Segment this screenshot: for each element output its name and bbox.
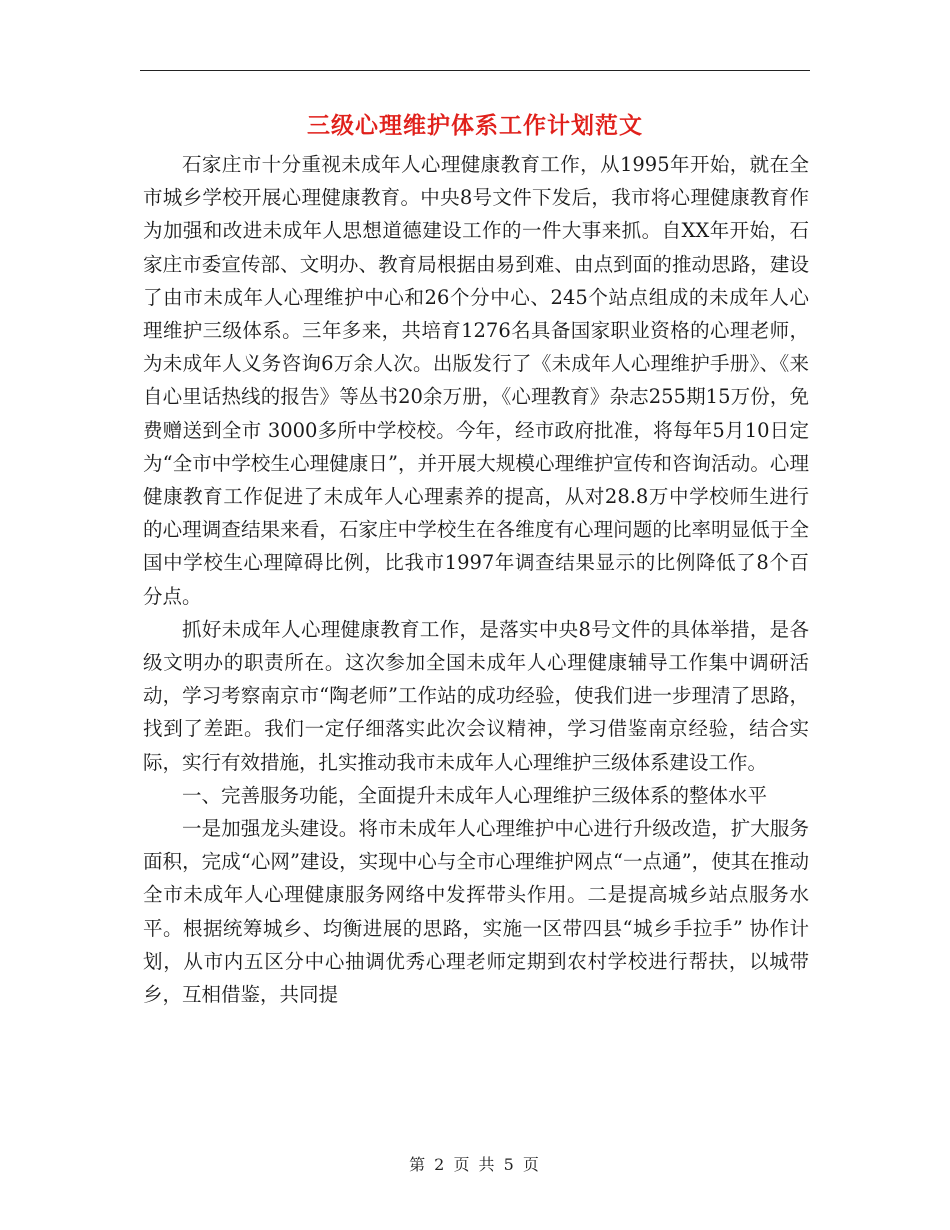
- document-title: 三级心理维护体系工作计划范文: [307, 112, 643, 139]
- section-heading-1: 一、完善服务功能，全面提升未成年人心理维护三级体系的整体水平: [182, 783, 768, 807]
- paragraph-3: 一是加强龙头建设。将市未成年人心理维护中心进行升级改造，扩大服务面积，完成“心网”建设，实现中心与全市心理维护网点“一点通”，使其在推动全市未成年人心理健康服务网络中发挥带头作用。二是提高城乡站点服务水平。根据统筹城乡、均衡进展的思路，实施一区带四县“城乡手拉手” 协作计划，从市内五区分中心抽调优秀心理老师定期到农村学校进行帮扶，以城带乡，互相借鉴，共同提: [143, 817, 809, 1007]
- paragraph-1: 石家庄市十分重视未成年人心理健康教育工作，从1995年开始，就在全市城乡学校开展心理健康教育。中央8号文件下发后，我市将心理健康教育作为加强和改进未成年人思想道德建设工作的一件大事来抓。自XX年开始，石家庄市委宣传部、文明办、教育局根据由易到难、由点到面的推动思路，建设了由市未成年人心理维护中心和26个分中心、245个站点组成的未成年人心理维护三级体系。三年多来，共培育1276名具备国家职业资格的心理老师，为未成年人义务咨询6万余人次。出版发行了《未成年人心理维护手册》、《来自心里话热线的报告》等丛书20余万册，《心理教育》杂志255期15万份，免费赠送到全市 3000多所中学校校。今年，经市政府批准，将每年5月10日定为“全市中学校生心理健康日”，并开展大规模心理维护宣传和咨询活动。心理健康教育工作促进了未成年人心理素养的提高，从对28.8万中学校师生进行的心理调查结果来看，石家庄中学校生在各维度有心理问题的比率明显低于全国中学校生心理障碍比例，比我市1997年调查结果显示的比例降低了8个百分点。: [143, 153, 809, 608]
- document-body: [143, 148, 809, 1011]
- header-rule: [140, 70, 810, 71]
- paragraph-2: 抓好未成年人心理健康教育工作，是落实中央8号文件的具体举措，是各级文明办的职责所在。这次参加全国未成年人心理健康辅导工作集中调研活动，学习考察南京市“陶老师”工作站的成功经验，使我们进一步理清了思路，找到了差距。我们一定仔细落实此次会议精神，学习借鉴南京经验，结合实际，实行有效措施，扎实推动我市未成年人心理维护三级体系建设工作。: [143, 617, 809, 774]
- page-number-footer: 第 2 页 共 5 页: [409, 1155, 541, 1174]
